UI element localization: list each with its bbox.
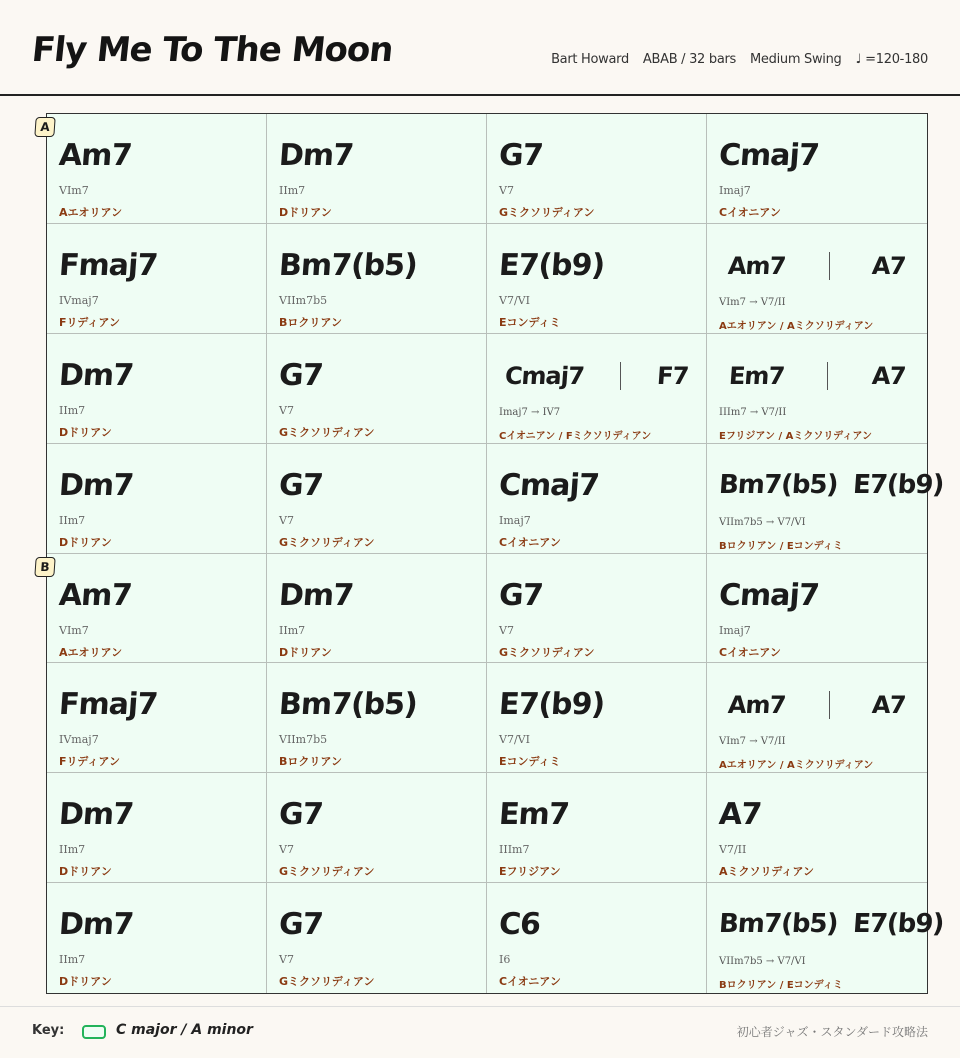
roman-numeral: IVmaj7 (59, 733, 99, 747)
bar-cell (47, 663, 267, 773)
roman-numeral: V7/II (719, 843, 747, 857)
scale-name: Gミクソリディアン (279, 865, 375, 879)
scale-name: Gミクソリディアン (499, 206, 595, 219)
bar-cell (267, 663, 487, 773)
scale-name: Fリディアン (59, 315, 120, 329)
beat-divider (620, 362, 621, 390)
bar-cell (47, 114, 267, 224)
roman-numeral: V7/VI (499, 293, 530, 307)
tempo: ♩ =120-180 (855, 52, 928, 67)
chord-pair (487, 362, 706, 390)
chord-symbol: Dm7 (57, 797, 135, 833)
chord-symbol: A7 (871, 251, 907, 280)
scale-name: Gミクソリディアン (499, 645, 595, 659)
scale-name: Bロクリアン / Eコンディミ (719, 540, 843, 552)
chord-symbol: G7 (497, 577, 544, 613)
roman-numeral: IIm7 (279, 184, 306, 197)
bar-cell (487, 114, 707, 224)
credit: 初心者ジャズ・スタンダード攻略法 (736, 1025, 928, 1039)
chord-symbol: Bm7(b5) (277, 687, 419, 723)
chord-symbol: G7 (277, 907, 324, 943)
bar-cell (487, 444, 707, 554)
roman-numeral: V7/VI (499, 733, 530, 747)
composer: Bart Howard (551, 52, 629, 67)
roman-numeral: VIm7 (59, 184, 89, 197)
scale-name: Dドリアン (279, 645, 332, 659)
chord-symbol: Cmaj7 (504, 361, 585, 390)
key-label: Key: (32, 1023, 65, 1038)
roman-numeral: I6 (499, 953, 511, 967)
chord-pair (707, 691, 927, 719)
roman-numeral: VIm7 → V7/II (719, 296, 786, 308)
roman-numeral: V7 (279, 513, 294, 527)
chord-symbol: Am7 (57, 577, 133, 613)
roman-numeral: VIIm7b5 → V7/VI (719, 956, 806, 968)
bar-cell (707, 663, 927, 773)
beat-divider (829, 252, 830, 280)
bar-cell (47, 883, 267, 993)
chord-pair (717, 469, 945, 500)
scale-name: Gミクソリディアン (279, 425, 375, 439)
roman-numeral: VIm7 → V7/II (719, 736, 786, 748)
bar-cell (47, 334, 267, 444)
chord-symbol: A7 (870, 361, 907, 390)
key-text: C major / A minor (116, 1022, 253, 1038)
roman-numeral: V7 (499, 623, 514, 637)
chord-symbol: G7 (497, 138, 544, 173)
bar-cell (707, 883, 945, 993)
bar-cell (707, 224, 927, 334)
scale-name: Aエオリアン (59, 645, 123, 659)
bar-cell (707, 554, 927, 664)
bar-cell (707, 444, 945, 554)
scale-name: Aエオリアン (59, 206, 123, 219)
bar-cell (707, 334, 927, 444)
chord-pair (717, 909, 945, 940)
bar-cell (487, 883, 707, 993)
bar-cell (487, 663, 707, 773)
form: ABAB / 32 bars (642, 52, 736, 67)
chord-symbol: Dm7 (57, 467, 135, 503)
song-title: Fly Me To The Moon (29, 30, 395, 70)
roman-numeral: IIm7 (59, 953, 86, 967)
chord-symbol: Bm7(b5) (277, 247, 419, 283)
bar-cell (707, 114, 927, 224)
chord-symbol: G7 (277, 797, 324, 833)
bar-cell (47, 224, 267, 334)
scale-name: Eフリジアン / Aミクソリディアン (719, 430, 872, 442)
chord-symbol: Cmaj7 (717, 577, 820, 613)
bar-cell (47, 773, 267, 883)
chord-symbol: E7(b9) (497, 687, 606, 723)
scale-name: Bロクリアン / Eコンディミ (719, 980, 843, 992)
roman-numeral: IVmaj7 (59, 293, 99, 307)
bar-cell (267, 554, 487, 664)
roman-numeral: V7 (279, 843, 294, 857)
chord-symbol: Fmaj7 (57, 247, 159, 283)
roman-numeral: V7 (499, 184, 514, 197)
bar-cell (267, 883, 487, 993)
chord-symbol: Am7 (727, 251, 787, 280)
scale-name: Dドリアン (59, 425, 112, 439)
scale-name: Gミクソリディアン (279, 535, 375, 549)
chord-symbol: E7(b9) (497, 247, 606, 283)
scale-name: Cイオニアン (499, 535, 561, 549)
scale-name: Dドリアン (59, 865, 112, 879)
chord-symbol: Cmaj7 (717, 138, 820, 173)
chord-symbol: Dm7 (277, 577, 355, 613)
scale-name: Fリディアン (59, 755, 120, 769)
roman-numeral: VIIm7b5 (279, 733, 328, 747)
beat-divider (827, 362, 828, 390)
scale-name: Eコンディミ (499, 755, 561, 769)
chord-symbol: Am7 (57, 138, 133, 173)
chord-symbol: A7 (717, 797, 763, 833)
bar-cell (487, 554, 707, 664)
scale-name: Cイオニアン (719, 206, 781, 219)
scale-name: Cイオニアン (719, 645, 781, 659)
roman-numeral: V7 (279, 953, 294, 967)
chord-symbol: Bm7(b5) (717, 909, 839, 940)
bar-cell (267, 444, 487, 554)
chord-symbol: G7 (277, 357, 324, 393)
roman-numeral: IIIm7 (499, 843, 530, 857)
chord-symbol: C6 (497, 907, 542, 943)
scale-name: Cイオニアン (499, 975, 561, 989)
chord-pair (707, 252, 927, 280)
scale-name: Dドリアン (59, 975, 112, 989)
roman-numeral: VIIm7b5 → V7/VI (719, 516, 806, 528)
roman-numeral: IIm7 (59, 403, 86, 417)
chord-symbol: A7 (871, 691, 907, 720)
section-marker-a: A (34, 117, 55, 137)
roman-numeral: Imaj7 (719, 623, 751, 637)
scale-name: Dドリアン (59, 535, 112, 549)
roman-numeral: VIm7 (59, 623, 89, 637)
roman-numeral: Imaj7 → IV7 (499, 406, 561, 418)
roman-numeral: Imaj7 (499, 513, 531, 527)
scale-name: Bロクリアン (279, 315, 342, 329)
chord-symbol: Fmaj7 (57, 687, 159, 723)
chord-chart-grid (46, 113, 945, 994)
roman-numeral: Imaj7 (719, 184, 751, 197)
chord-symbol: F7 (655, 361, 689, 390)
scale-name: Eコンディミ (499, 315, 561, 329)
scale-name: Dドリアン (279, 206, 332, 219)
chord-symbol: Em7 (727, 361, 785, 390)
roman-numeral: V7 (279, 403, 294, 417)
style: Medium Swing (750, 52, 842, 67)
bar-cell (267, 334, 487, 444)
scale-name: Gミクソリディアン (279, 975, 375, 989)
bar-cell (267, 224, 487, 334)
scale-name: Aミクソリディアン (719, 865, 814, 879)
key-color-swatch (82, 1025, 106, 1039)
chord-symbol: E7(b9) (852, 469, 945, 500)
song-meta (551, 52, 928, 67)
scale-name: Cイオニアン / Fミクソリディアン (499, 430, 652, 442)
chord-symbol: Bm7(b5) (717, 469, 839, 500)
scale-name: Aエオリアン / Aミクソリディアン (719, 760, 874, 772)
chord-pair (707, 362, 927, 390)
scale-name: Aエオリアン / Aミクソリディアン (719, 320, 874, 332)
roman-numeral: IIIm7 → V7/II (719, 406, 787, 418)
roman-numeral: IIm7 (59, 843, 86, 857)
chord-symbol: Dm7 (57, 907, 135, 943)
beat-divider (829, 691, 830, 719)
roman-numeral: VIIm7b5 (279, 293, 328, 307)
header (0, 0, 960, 96)
roman-numeral: IIm7 (59, 513, 86, 527)
chord-symbol: Dm7 (277, 138, 355, 173)
bar-cell (267, 114, 487, 224)
bar-cell (47, 444, 267, 554)
scale-name: Eフリジアン (499, 865, 561, 879)
footer (0, 1006, 960, 1058)
bar-cell (707, 773, 927, 883)
chord-symbol: Am7 (727, 691, 787, 720)
bar-cell (487, 773, 707, 883)
chord-symbol: Cmaj7 (497, 467, 600, 503)
scale-name: Bロクリアン (279, 755, 342, 769)
roman-numeral: IIm7 (279, 623, 306, 637)
section-marker-b: B (34, 557, 55, 577)
chord-symbol: Dm7 (57, 357, 135, 393)
chord-symbol: G7 (277, 467, 324, 503)
bar-cell (487, 224, 707, 334)
chord-symbol: Em7 (497, 797, 570, 833)
bar-cell (267, 773, 487, 883)
chord-symbol: E7(b9) (852, 909, 945, 940)
bar-cell (47, 554, 267, 664)
bar-cell (487, 334, 707, 444)
